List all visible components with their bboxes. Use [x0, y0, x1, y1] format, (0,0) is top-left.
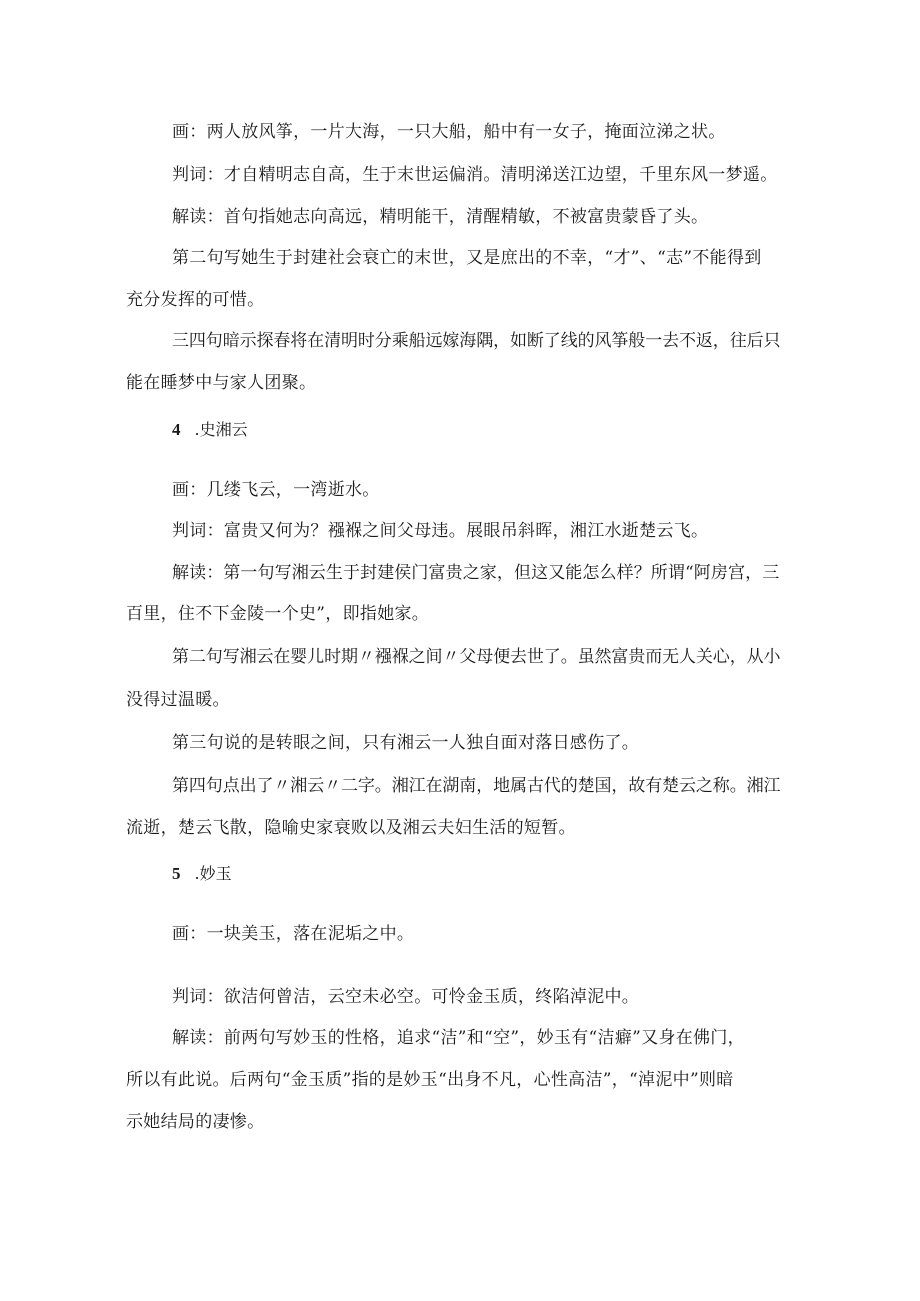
- tanchun-para2-line1: 第二句写她生于封建社会衰亡的末世，又是庶出的不幸，“才”、“志”不能得到: [172, 248, 762, 268]
- section-5-heading: [172, 862, 232, 886]
- section-4-para2-line1: 第二句写湘云在婴儿时期〃襁褓之间〃父母便去世了。虽然富贵而无人关心，从小: [172, 647, 781, 667]
- section-4-para4-line1: 第四句点出了〃湘云〃二字。湘江在湖南，地属古代的楚国，故有楚云之称。湘江: [172, 776, 781, 796]
- section-5-reading-line1: 解读：前两句写妙玉的性格，追求“洁”和“空”，妙玉有“洁癖”又身在佛门，: [172, 1028, 745, 1048]
- section-5-reading-line2: 所以有此说。后两句“金玉质”指的是妙玉“出身不凡，心性高洁”，“淖泥中”则暗: [126, 1070, 734, 1090]
- tanchun-para3-line2: 能在睡梦中与家人团聚。: [126, 373, 317, 393]
- section-4-number: 4: [172, 420, 181, 439]
- section-4-picture: 画：几缕飞云，一湾逝水。: [172, 480, 380, 500]
- section-5-verdict: 判词：欲洁何曾洁，云空未必空。可怜金玉质，终陷淖泥中。: [172, 987, 640, 1007]
- tanchun-picture: 画：两人放风筝，一片大海，一只大船，船中有一女子，掩面泣涕之状。: [172, 122, 726, 142]
- section-4-heading: [172, 418, 248, 442]
- tanchun-reading: 解读：首句指她志向高远，精明能干，清醒精敏，不被富贵蒙昏了头。: [172, 207, 709, 227]
- section-5-number: 5: [172, 864, 181, 883]
- section-4-para3: 第三句说的是转眼之间，只有湘云一人独自面对落日感伤了。: [172, 733, 640, 753]
- tanchun-verdict: 判词：才自精明志自高，生于末世运偏消。清明涕送江边望，千里东风一梦遥。: [172, 165, 778, 185]
- tanchun-para2-line2: 充分发挥的可惜。: [126, 290, 265, 310]
- section-4-reading-line1: 解读：第一句写湘云生于封建侯门富贵之家，但这又能怎么样？所谓“阿房宫，三: [172, 563, 780, 583]
- section-5-reading-line3: 示她结局的凄惨。: [126, 1112, 265, 1132]
- section-5-picture: 画：一块美玉，落在泥垢之中。: [172, 924, 415, 944]
- section-4-title: .史湘云: [194, 420, 248, 439]
- section-4-para2-line2: 没得过温暖。: [126, 690, 230, 710]
- section-4-verdict: 判词：富贵又何为？襁褓之间父母违。展眼吊斜晖，湘江水逝楚云飞。: [172, 521, 709, 541]
- section-4-reading-line2: 百里，住不下金陵一个史”，即指她家。: [126, 604, 430, 624]
- section-5-title: .妙玉: [194, 864, 232, 883]
- tanchun-para3-line1: 三四句暗示探春将在清明时分乘船远嫁海隅，如断了线的风筝般一去不返，往后只: [172, 331, 781, 351]
- section-4-para4-line2: 流逝，楚云飞散，隐喻史家衰败以及湘云夫妇生活的短暂。: [126, 818, 576, 838]
